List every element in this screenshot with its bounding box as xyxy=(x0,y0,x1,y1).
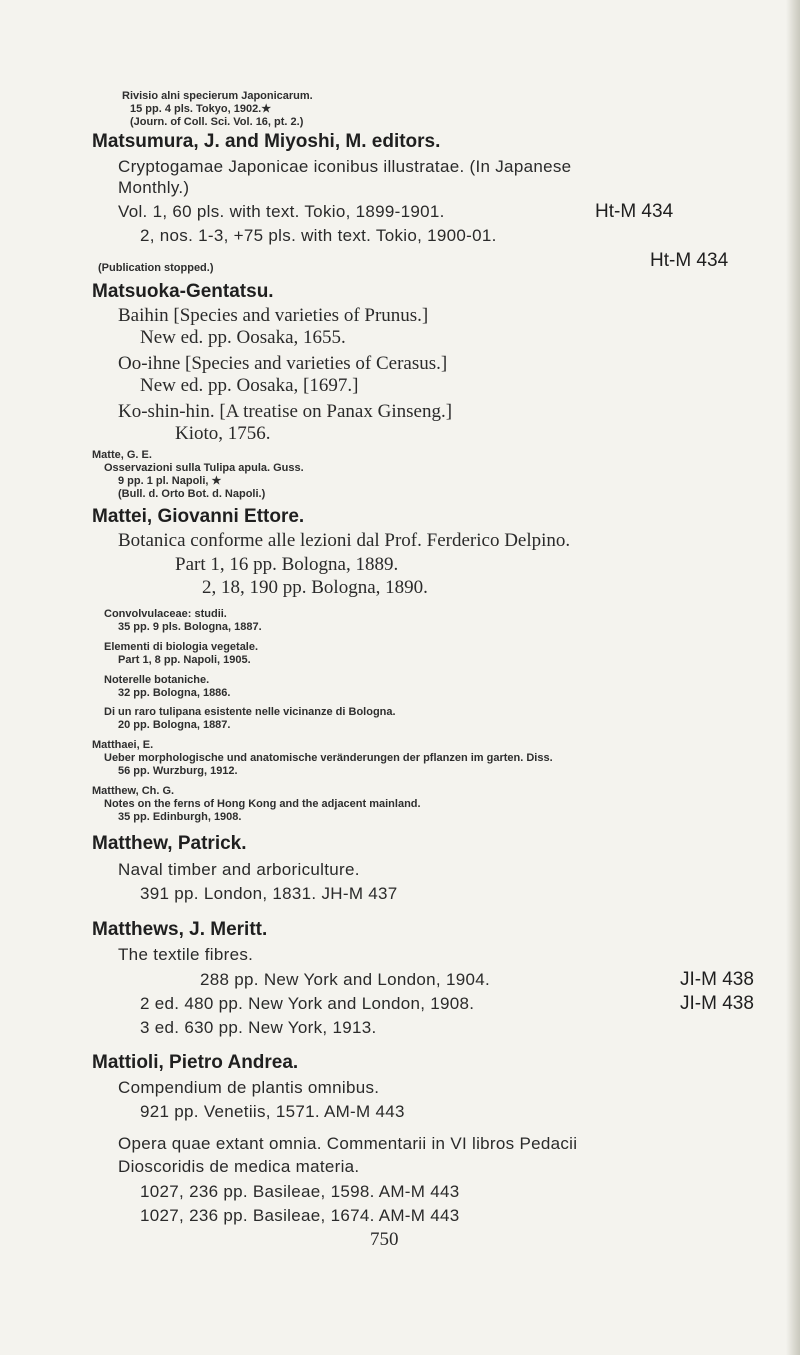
entry-title: Rivisio alni specierum Japonicarum. xyxy=(122,90,313,102)
entry-title: Elementi di biologia vegetale. xyxy=(104,641,259,653)
page-edge-shadow xyxy=(786,0,800,1355)
entry-edition: 3 ed. 630 pp. New York, 1913. xyxy=(140,1018,377,1037)
entry-edition: 288 pp. New York and London, 1904. xyxy=(200,970,490,989)
entry-imprint: 1027, 236 pp. Basileae, 1674. AM-M 443 xyxy=(140,1206,460,1225)
entry-imprint: 9 pp. 1 pl. Napoli, ★ xyxy=(118,475,222,487)
entry-part: 2, 18, 190 pp. Bologna, 1890. xyxy=(202,577,428,598)
entry-series-note: (Bull. d. Orto Bot. d. Napoli.) xyxy=(118,488,266,500)
entry-title: Baihin [Species and varieties of Prunus.] xyxy=(118,305,429,326)
entry-title: Ko-shin-hin. [A treatise on Panax Ginseng.] xyxy=(118,401,453,422)
entry-imprint: 35 pp. Edinburgh, 1908. xyxy=(118,811,242,823)
entry-edition: 2 ed. 480 pp. New York and London, 1908. xyxy=(140,994,475,1013)
entry-volume: Vol. 1, 60 pls. with text. Tokio, 1899-1901. xyxy=(118,202,445,221)
entry-title: Cryptogamae Japonicae iconibus illustratae. (In Japanese xyxy=(118,157,572,176)
entry-title: Compendium de plantis omnibus. xyxy=(118,1078,380,1097)
entry-title: Ueber morphologische und anatomische veränderungen der pflanzen im garten. Diss. xyxy=(104,752,553,764)
entry-title: Di un raro tulipana esistente nelle vicinanze di Bologna. xyxy=(104,706,396,718)
shelfmark: JI-M 438 xyxy=(680,993,754,1014)
entry-imprint: 1027, 236 pp. Basileae, 1598. AM-M 443 xyxy=(140,1182,460,1201)
entry-heading: Matte, G. E. xyxy=(92,449,152,461)
shelfmark: Ht-M 434 xyxy=(650,250,729,271)
entry-title: Noterelle botaniche. xyxy=(104,674,210,686)
entry-imprint: Kioto, 1756. xyxy=(175,423,271,444)
entry-imprint: New ed. pp. Oosaka, 1655. xyxy=(140,327,346,348)
entry-title: Notes on the ferns of Hong Kong and the adjacent mainland. xyxy=(104,798,421,810)
entry-title-cont: Dioscoridis de medica materia. xyxy=(118,1157,360,1176)
entry-heading: Matthaei, E. xyxy=(92,739,154,751)
entry-volume: 2, nos. 1-3, +75 pls. with text. Tokio, 1900-01. xyxy=(140,226,497,245)
entry-imprint: 35 pp. 9 pls. Bologna, 1887. xyxy=(118,621,262,633)
entry-title: The textile fibres. xyxy=(118,945,254,964)
entry-title: Botanica conforme alle lezioni dal Prof. Ferderico Delpino. xyxy=(118,530,571,551)
entry-imprint: 15 pp. 4 pls. Tokyo, 1902.★ xyxy=(130,103,272,115)
page-number: 750 xyxy=(370,1229,399,1250)
shelfmark: Ht-M 434 xyxy=(595,201,674,222)
entry-title: Naval timber and arboriculture. xyxy=(118,860,360,879)
entry-series-note: (Journ. of Coll. Sci. Vol. 16, pt. 2.) xyxy=(130,116,304,128)
entry-title-cont: Monthly.) xyxy=(118,178,190,197)
entry-heading: Matsumura, J. and Miyoshi, M. editors. xyxy=(92,131,441,152)
entry-imprint: 391 pp. London, 1831. JH-M 437 xyxy=(140,884,398,903)
entry-imprint: New ed. pp. Oosaka, [1697.] xyxy=(140,375,359,396)
entry-heading: Matthews, J. Meritt. xyxy=(92,919,268,940)
entry-heading: Mattei, Giovanni Ettore. xyxy=(92,506,305,527)
entry-heading: Mattioli, Pietro Andrea. xyxy=(92,1052,299,1073)
entry-imprint: Part 1, 8 pp. Napoli, 1905. xyxy=(118,654,251,666)
entry-imprint: 20 pp. Bologna, 1887. xyxy=(118,719,231,731)
entry-imprint: 921 pp. Venetiis, 1571. AM-M 443 xyxy=(140,1102,405,1121)
entry-title: Opera quae extant omnia. Commentarii in VI libros Pedacii xyxy=(118,1134,578,1153)
entry-title: Oo-ihne [Species and varieties of Cerasus.] xyxy=(118,353,448,374)
entry-heading: Matsuoka-Gentatsu. xyxy=(92,281,274,302)
entry-note: (Publication stopped.) xyxy=(98,262,214,274)
entry-title: Convolvulaceae: studii. xyxy=(104,608,227,620)
entry-imprint: 32 pp. Bologna, 1886. xyxy=(118,687,231,699)
entry-heading: Matthew, Ch. G. xyxy=(92,785,175,797)
shelfmark: JI-M 438 xyxy=(680,969,754,990)
entry-heading: Matthew, Patrick. xyxy=(92,833,247,854)
entry-imprint: 56 pp. Wurzburg, 1912. xyxy=(118,765,238,777)
entry-part: Part 1, 16 pp. Bologna, 1889. xyxy=(175,554,399,575)
entry-title: Osservazioni sulla Tulipa apula. Guss. xyxy=(104,462,304,474)
